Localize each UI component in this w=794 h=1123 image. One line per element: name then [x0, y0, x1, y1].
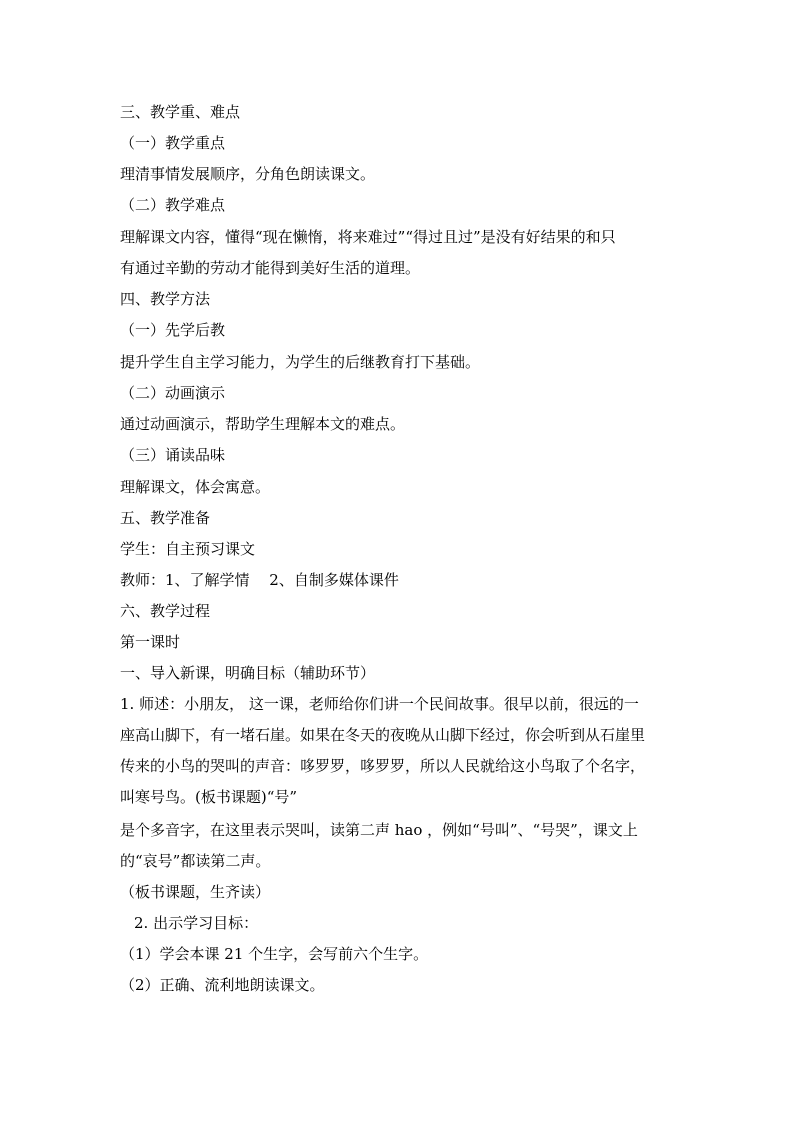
paragraph-line: 理解课文内容，懂得“现在懒惰，将来难过”“得过且过”是没有好结果的和只 — [120, 228, 616, 246]
paragraph-line: 教师：1、了解学情 2、自制多媒体课件 — [120, 571, 399, 589]
subsection-heading: （一）先学后教 — [120, 321, 226, 339]
paragraph-line: 1. 师述：小朋友， 这一课，老师给你们讲一个民间故事。很早以前，很远的一 — [120, 695, 639, 713]
section-heading: 五、教学准备 — [120, 509, 211, 527]
paragraph-line: 理清事情发展顺序，分角色朗读课文。 — [120, 165, 376, 183]
paragraph-line: （板书课题，生齐读） — [120, 883, 271, 901]
list-item: （2）正确、流利地朗读课文。 — [120, 976, 325, 994]
subsection-heading: 一、导入新课，明确目标（辅助环节） — [120, 664, 376, 682]
section-heading: 四、教学方法 — [120, 290, 211, 308]
paragraph-line: 传来的小鸟的哭叫的声音：哆罗罗，哆罗罗，所以人民就给这小鸟取了个名字， — [120, 757, 646, 775]
paragraph-line: 座高山脚下，有一堵石崖。如果在冬天的夜晚从山脚下经过，你会听到从石崖里 — [120, 726, 646, 744]
paragraph-line: 有通过辛勤的劳动才能得到美好生活的道理。 — [120, 259, 421, 277]
subsection-heading: （二）动画演示 — [120, 384, 226, 402]
paragraph-line: 叫寒号鸟。(板书课题)“号” — [120, 788, 298, 806]
paragraph-line: 理解课文，体会寓意。 — [120, 478, 271, 496]
subsection-heading: 第一课时 — [120, 633, 181, 651]
subsection-heading: （二）教学难点 — [120, 196, 226, 214]
paragraph-line: 学生：自主预习课文 — [120, 540, 256, 558]
list-heading: 2. 出示学习目标： — [134, 914, 259, 932]
subsection-heading: （三）诵读品味 — [120, 446, 226, 464]
section-heading: 三、教学重、难点 — [120, 103, 241, 121]
paragraph-line: 提升学生自主学习能力，为学生的后继教育打下基础。 — [120, 353, 481, 371]
paragraph-line: 是个多音字，在这里表示哭叫，读第二声 hao ，例如“号叫”、“号哭”，课文上 — [120, 821, 638, 839]
subsection-heading: （一）教学重点 — [120, 134, 226, 152]
section-heading: 六、教学过程 — [120, 602, 211, 620]
list-item: （1）学会本课 21 个生字，会写前六个生字。 — [120, 945, 429, 963]
paragraph-line: 的“哀号”都读第二声。 — [120, 852, 271, 870]
paragraph-line: 通过动画演示，帮助学生理解本文的难点。 — [120, 415, 406, 433]
